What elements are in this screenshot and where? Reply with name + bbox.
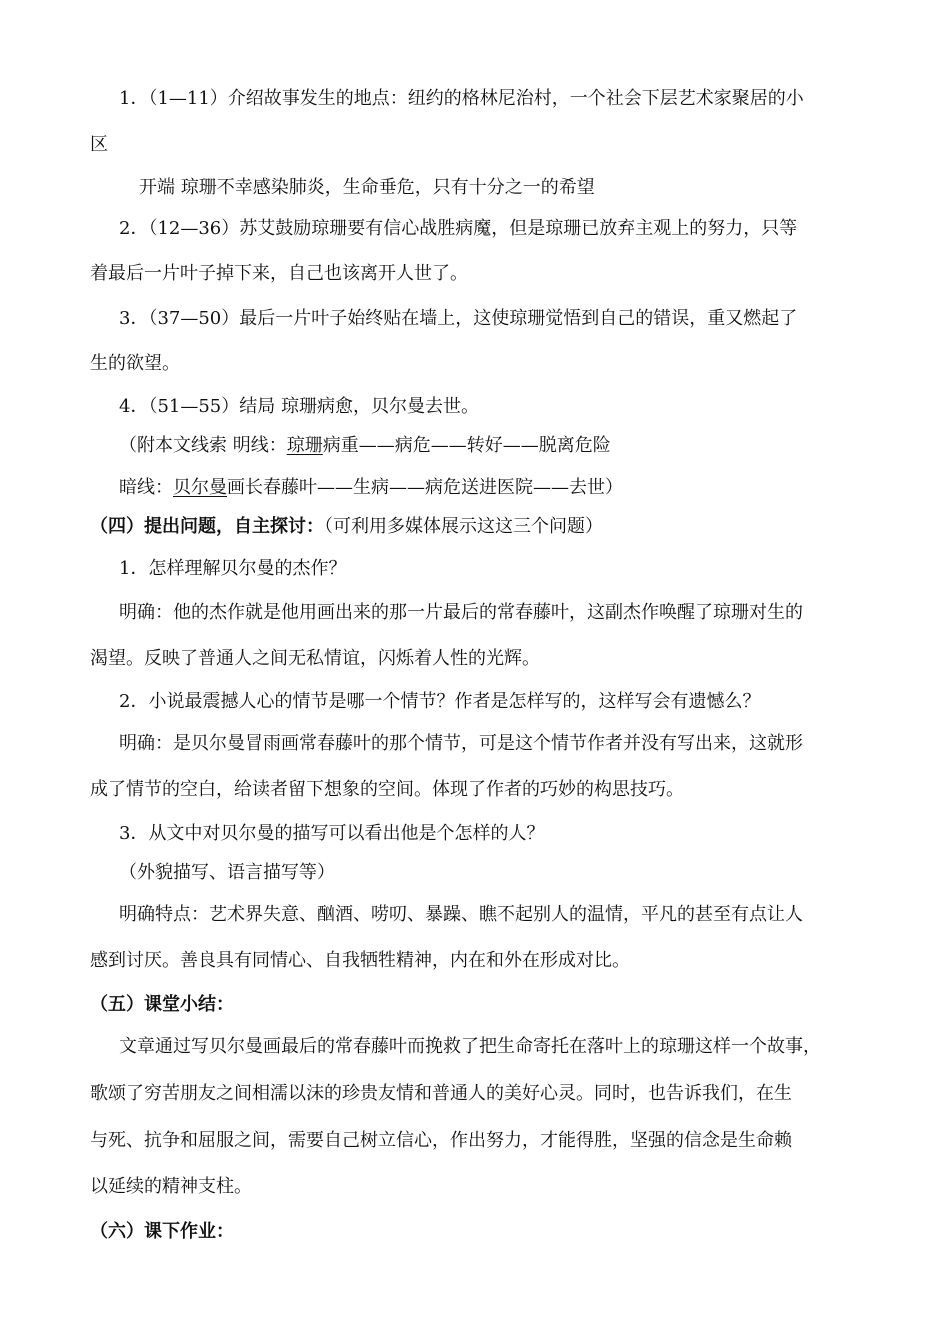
paragraph-1-line-2: 区 [90, 134, 108, 155]
summary-line-4: 以延续的精神支柱。 [90, 1176, 252, 1197]
answer-3-line-2: 感到讨厌。善良具有同情心、自我牺牲精神，内在和外在形成对比。 [90, 950, 630, 971]
summary-line-3: 与死、抗争和屈服之间，需要自己树立信心，作出努力，才能得胜，坚强的信念是生命赖 [90, 1130, 792, 1151]
question-3: 3．从文中对贝尔曼的描写可以看出他是个怎样的人？ [119, 823, 545, 844]
clue-main-name: 琼珊 [286, 435, 323, 456]
answer-2-line-1: 明确：是贝尔曼冒雨画常春藤叶的那个情节，可是这个情节作者并没有写出来，这就形 [119, 733, 803, 754]
paragraph-2-line-1: 2．（12—36）苏艾鼓励琼珊要有信心战胜病魔，但是琼珊已放弃主观上的努力，只等 [119, 218, 798, 239]
question-3-note: （外貌描写、语言描写等） [119, 862, 335, 883]
answer-1-line-1: 明确：他的杰作就是他用画出来的那一片最后的常春藤叶，这副杰作唤醒了琼珊对生的 [119, 602, 803, 623]
clue-hidden-prefix: 暗线： [119, 477, 173, 498]
clue-hidden-name: 贝尔曼 [173, 477, 227, 498]
summary-line-2: 歌颂了穷苦朋友之间相濡以沫的珍贵友情和普通人的美好心灵。同时，也告诉我们，在生 [90, 1083, 792, 1104]
clue-hidden-line [119, 477, 950, 499]
section-6-heading: （六）课下作业： [90, 1221, 234, 1242]
section-4-title: （四）提出问题，自主探讨： [90, 516, 324, 537]
question-2: 2．小说最震撼人心的情节是哪一个情节？作者是怎样写的，这样写会有遗憾么？ [119, 691, 761, 712]
clue-main-line [119, 435, 950, 457]
answer-3-line-1: 明确特点：艺术界失意、酗酒、唠叨、暴躁、瞧不起别人的温情，平凡的甚至有点让人 [119, 904, 803, 925]
section-4-heading [90, 516, 950, 538]
paragraph-2-line-2: 着最后一片叶子掉下来，自己也该离开人世了。 [90, 263, 468, 284]
answer-2-line-2: 成了情节的空白，给读者留下想象的空间。体现了作者的巧妙的构思技巧。 [90, 779, 684, 800]
section-4-note: （可利用多媒体展示这这三个问题） [324, 516, 603, 537]
question-1: 1．怎样理解贝尔曼的杰作？ [119, 558, 347, 579]
section-5-heading: （五）课堂小结： [90, 994, 234, 1015]
summary-line-1: 文章通过写贝尔曼画最后的常春藤叶而挽救了把生命寄托在落叶上的琼珊这样一个故事， [119, 1036, 821, 1057]
paragraph-1-line-1: 1．（1—11）介绍故事发生的地点：纽约的格林尼治村，一个社会下层艺术家聚居的小 [119, 88, 804, 109]
opening-summary: 开端 琼珊不幸感染肺炎，生命垂危，只有十分之一的希望 [139, 177, 595, 198]
clue-hidden-steps: 画长春藤叶——生病——病危送进医院——去世） [227, 477, 623, 498]
paragraph-4: 4．（51—55）结局 琼珊病愈，贝尔曼去世。 [119, 396, 479, 417]
paragraph-3-line-2: 生的欲望。 [90, 353, 180, 374]
answer-1-line-2: 渴望。反映了普通人之间无私情谊，闪烁着人性的光辉。 [90, 648, 540, 669]
clue-main-steps: 病重——病危——转好——脱离危险 [322, 435, 611, 456]
paragraph-3-line-1: 3．（37—50）最后一片叶子始终贴在墙上，这使琼珊觉悟到自己的错误，重又燃起了 [119, 308, 798, 329]
clue-main-prefix: （附本文线索 明线： [119, 435, 287, 456]
